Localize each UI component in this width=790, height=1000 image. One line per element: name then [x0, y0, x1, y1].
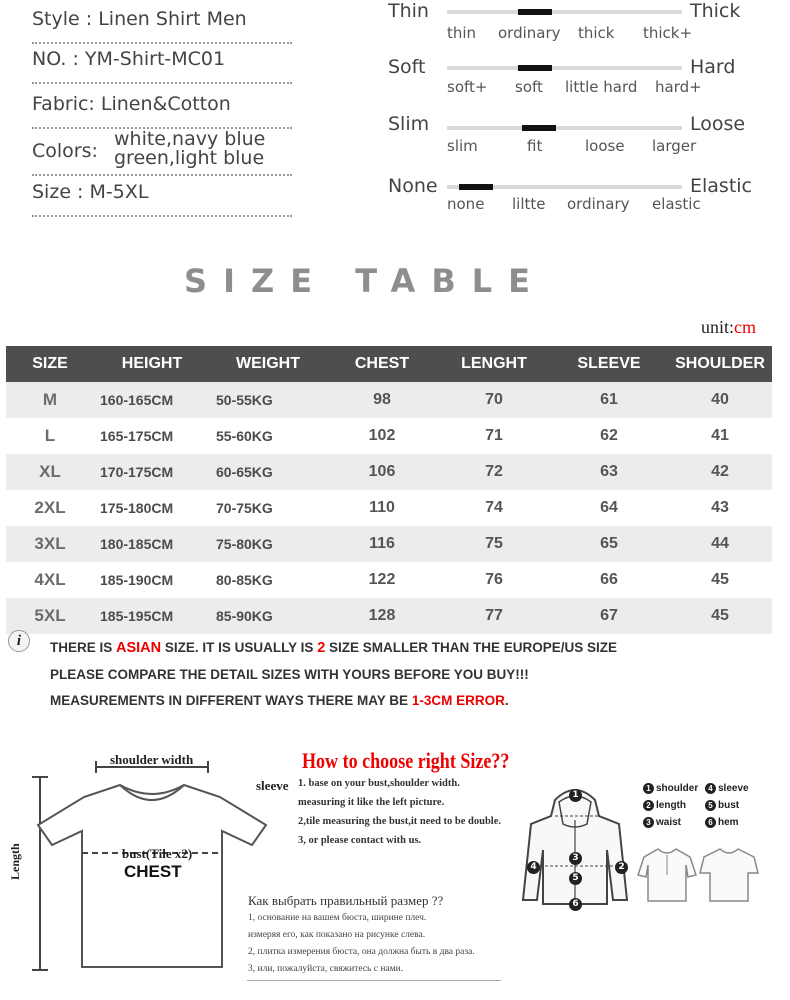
cell-length: 77: [438, 598, 550, 634]
slider-3-knob: [459, 184, 493, 190]
header-height: HEIGHT: [94, 346, 210, 382]
point-6-icon: 6: [569, 898, 582, 911]
cell-weight: 50-55KG: [210, 382, 326, 418]
slider-2-left-label: Slim: [388, 113, 430, 135]
shoulder-width-label: shoulder width: [110, 752, 194, 767]
spec-number: [32, 48, 292, 84]
cell-shoulder: 45: [711, 571, 729, 588]
table-row: [6, 526, 772, 562]
cell-shoulder: 44: [668, 526, 772, 562]
slider-2-tick-3: larger: [652, 137, 697, 155]
slider-0-tick-3: thick+: [643, 24, 693, 42]
unit-label: [701, 317, 756, 338]
shirt-thumb-1: [636, 845, 698, 905]
point-3-icon: 3: [569, 852, 582, 865]
size-table-header: [6, 346, 772, 382]
header-weight: WEIGHT: [210, 346, 326, 382]
spec-style: [32, 8, 292, 44]
ru-step1b: измеряя его, как показано на рисунке слева.: [248, 930, 426, 940]
cell-sleeve: 62: [600, 427, 618, 444]
cell-length: 76: [485, 571, 503, 588]
cell-height: 175-180CM: [100, 500, 174, 516]
slider-1-right-label: Hard: [690, 56, 736, 78]
slider-3-tick-3: elastic: [652, 195, 701, 213]
how-step1b: measuring it like the left picture.: [298, 797, 445, 808]
legend-number-icon: 6: [705, 817, 716, 828]
length-arrow: [32, 777, 48, 970]
table-row: [6, 490, 772, 526]
cell-length: 74: [485, 499, 503, 516]
chest-label: CHEST: [124, 862, 182, 881]
note-error: [50, 693, 509, 708]
slider-2-right-label: Loose: [690, 113, 746, 135]
legend-label: waist: [656, 817, 682, 828]
unit-prefix: unit:: [700, 317, 734, 337]
cell-chest: 110: [369, 499, 395, 516]
legend-number-icon: 2: [643, 800, 654, 811]
cell-sleeve: 63: [550, 454, 668, 490]
table-row: [6, 598, 772, 634]
spec-colors-line2: green,light blue: [114, 147, 265, 169]
slider-1-tick-3: hard+: [655, 78, 702, 96]
spec-colors-label: Colors:: [32, 140, 98, 162]
spec-fabric: [32, 93, 292, 129]
header-chest: CHEST: [326, 346, 438, 382]
cell-sleeve: 64: [600, 499, 618, 516]
cell-sleeve: 61: [550, 382, 668, 418]
slider-2-track: [447, 126, 682, 130]
cell-length: 72: [438, 454, 550, 490]
cell-size: 2XL: [34, 498, 66, 517]
point-2-icon: 2: [615, 861, 628, 874]
sleeve-label: sleeve: [256, 778, 289, 793]
table-row: [6, 562, 772, 598]
cell-size: 5XL: [6, 598, 94, 634]
note1-asian: ASIAN: [116, 640, 162, 656]
note3-c: .: [504, 693, 509, 708]
cell-size: M: [6, 382, 94, 418]
shirt-thumb-2: [698, 845, 760, 905]
cell-sleeve: 65: [550, 526, 668, 562]
slider-1-tick-0: soft+: [447, 78, 488, 96]
legend-item-waist: [643, 817, 681, 828]
slider-3-tick-2: ordinary: [567, 195, 630, 213]
slider-0-track: [447, 10, 682, 14]
point-5-icon: 5: [569, 872, 582, 885]
cell-chest: 106: [326, 454, 438, 490]
cell-height: 165-175CM: [100, 428, 174, 444]
legend-item-sleeve: [705, 783, 749, 794]
cell-chest: 122: [368, 571, 396, 588]
spec-number-text: NO. : YM-Shirt-MC01: [32, 48, 226, 70]
length-label: Length: [8, 843, 22, 880]
header-size: SIZE: [6, 346, 94, 382]
how-step3: 3, or please contact with us.: [298, 835, 422, 846]
point-1-icon: 1: [569, 789, 582, 802]
cell-height: 185-195CM: [94, 598, 210, 634]
note-compare: PLEASE COMPARE THE DETAIL SIZES WITH YOURS BEFORE YOU BUY!!!: [50, 667, 529, 682]
cell-shoulder: 41: [711, 427, 729, 444]
note1-two: 2: [317, 640, 326, 656]
slider-0-right-label: Thick: [690, 0, 741, 22]
spec-size-text: Size : M-5XL: [32, 181, 149, 203]
slider-0-left-label: Thin: [388, 0, 429, 22]
header-length: LENGHT: [438, 346, 550, 382]
slider-2-tick-1: fit: [527, 137, 543, 155]
unit-value: cm: [734, 317, 756, 337]
legend-item-bust: [705, 800, 739, 811]
point-4-icon: 4: [527, 861, 540, 874]
cell-shoulder: 43: [711, 499, 729, 516]
note1-c: SIZE. IT IS USUALLY IS: [161, 640, 318, 655]
cell-size: XL: [6, 454, 94, 490]
header-sleeve: SLEEVE: [550, 346, 668, 382]
header-shoulder: SHOULDER: [668, 346, 772, 382]
slider-1-track: [447, 66, 682, 70]
legend-number-icon: 1: [643, 783, 654, 794]
spec-style-text: Style : Linen Shirt Men: [32, 8, 247, 30]
spec-colors: [32, 130, 292, 176]
cell-size: 3XL: [6, 526, 94, 562]
note1-e: SIZE SMALLER THAN THE EUROPE/US SIZE: [325, 640, 618, 655]
table-row: [6, 382, 772, 418]
legend-number-icon: 5: [705, 800, 716, 811]
legend-label: shoulder: [656, 783, 699, 794]
cell-weight: 75-80KG: [210, 526, 326, 562]
ru-step3: 3, или, пожалуйста, свяжитесь с нами.: [248, 964, 404, 974]
slider-3-tick-1: liltte: [512, 195, 546, 213]
legend-label: hem: [718, 817, 739, 828]
cell-weight: 80-85KG: [216, 572, 273, 588]
slider-2-knob: [522, 125, 556, 131]
cell-shoulder: 45: [668, 598, 772, 634]
legend-number-icon: 3: [643, 817, 654, 828]
cell-sleeve: 67: [550, 598, 668, 634]
bust-label: bust(Tile x2): [122, 846, 193, 861]
info-icon: i: [8, 630, 30, 652]
cell-sleeve: 66: [600, 571, 618, 588]
table-row: [6, 454, 772, 490]
ru-step2: 2, плитка измерения бюста, она должна быть в два раза.: [248, 947, 475, 957]
cell-size: 4XL: [34, 570, 66, 589]
note3-a: MEASUREMENTS IN DIFFERENT WAYS THERE MAY BE: [50, 693, 412, 708]
slider-3-tick-0: none: [447, 195, 485, 213]
cell-length: 75: [438, 526, 550, 562]
cell-height: 180-185CM: [94, 526, 210, 562]
cell-weight: 85-90KG: [210, 598, 326, 634]
note-asian-size: [50, 640, 617, 656]
slider-1-left-label: Soft: [388, 56, 426, 78]
size-table-title: SIZE TABLE: [184, 262, 546, 300]
guide-divider: [247, 980, 501, 981]
legend-label: sleeve: [718, 783, 749, 794]
table-row: [6, 418, 772, 454]
slider-0-tick-1: ordinary: [498, 24, 561, 42]
cell-shoulder: 42: [668, 454, 772, 490]
size-table: [6, 346, 772, 634]
legend-item-hem: [705, 817, 739, 828]
legend-item-shoulder: [643, 783, 698, 794]
how-step2: 2,tile measuring the bust,it need to be double.: [298, 816, 502, 827]
cell-length: 71: [485, 427, 503, 444]
cell-chest: 128: [326, 598, 438, 634]
spec-fabric-text: Fabric: Linen&Cotton: [32, 93, 231, 115]
slider-0-tick-0: thin: [447, 24, 477, 42]
cell-height: 160-165CM: [94, 382, 210, 418]
slider-0-knob: [518, 9, 552, 15]
cell-shoulder: 40: [668, 382, 772, 418]
slider-2-tick-0: slim: [447, 137, 478, 155]
slider-1-knob: [518, 65, 552, 71]
how-step1a: 1. base on your bust,shoulder width.: [298, 778, 460, 789]
spec-size: [32, 181, 292, 217]
slider-2-tick-2: loose: [585, 137, 625, 155]
how-title: How to choose right Size??: [302, 748, 510, 773]
cell-weight: 55-60KG: [216, 428, 273, 444]
legend-number-icon: 4: [705, 783, 716, 794]
cell-weight: 60-65KG: [210, 454, 326, 490]
note3-error: 1-3CM ERROR: [411, 693, 505, 708]
spec-colors-line1: white,navy blue: [114, 128, 266, 150]
cell-chest: 98: [326, 382, 438, 418]
ru-step1a: 1, основание на вашем бюста, ширине плеч.: [248, 913, 427, 923]
slider-1-tick-1: soft: [515, 78, 543, 96]
slider-3-right-label: Elastic: [690, 175, 753, 197]
legend-item-length: [643, 800, 686, 811]
legend-label: length: [656, 800, 686, 811]
cell-weight: 70-75KG: [216, 500, 273, 516]
slider-1-tick-2: little hard: [565, 78, 638, 96]
cell-length: 70: [438, 382, 550, 418]
cell-height: 185-190CM: [100, 572, 174, 588]
slider-3-left-label: None: [388, 175, 438, 197]
cell-chest: 116: [326, 526, 438, 562]
slider-0-tick-2: thick: [578, 24, 615, 42]
cell-height: 170-175CM: [94, 454, 210, 490]
cell-size: L: [44, 426, 56, 445]
note1-a: THERE IS: [50, 640, 117, 655]
ru-title: Как выбрать правильный размер ??: [248, 893, 444, 908]
legend-label: bust: [718, 800, 740, 811]
cell-chest: 102: [368, 427, 396, 444]
